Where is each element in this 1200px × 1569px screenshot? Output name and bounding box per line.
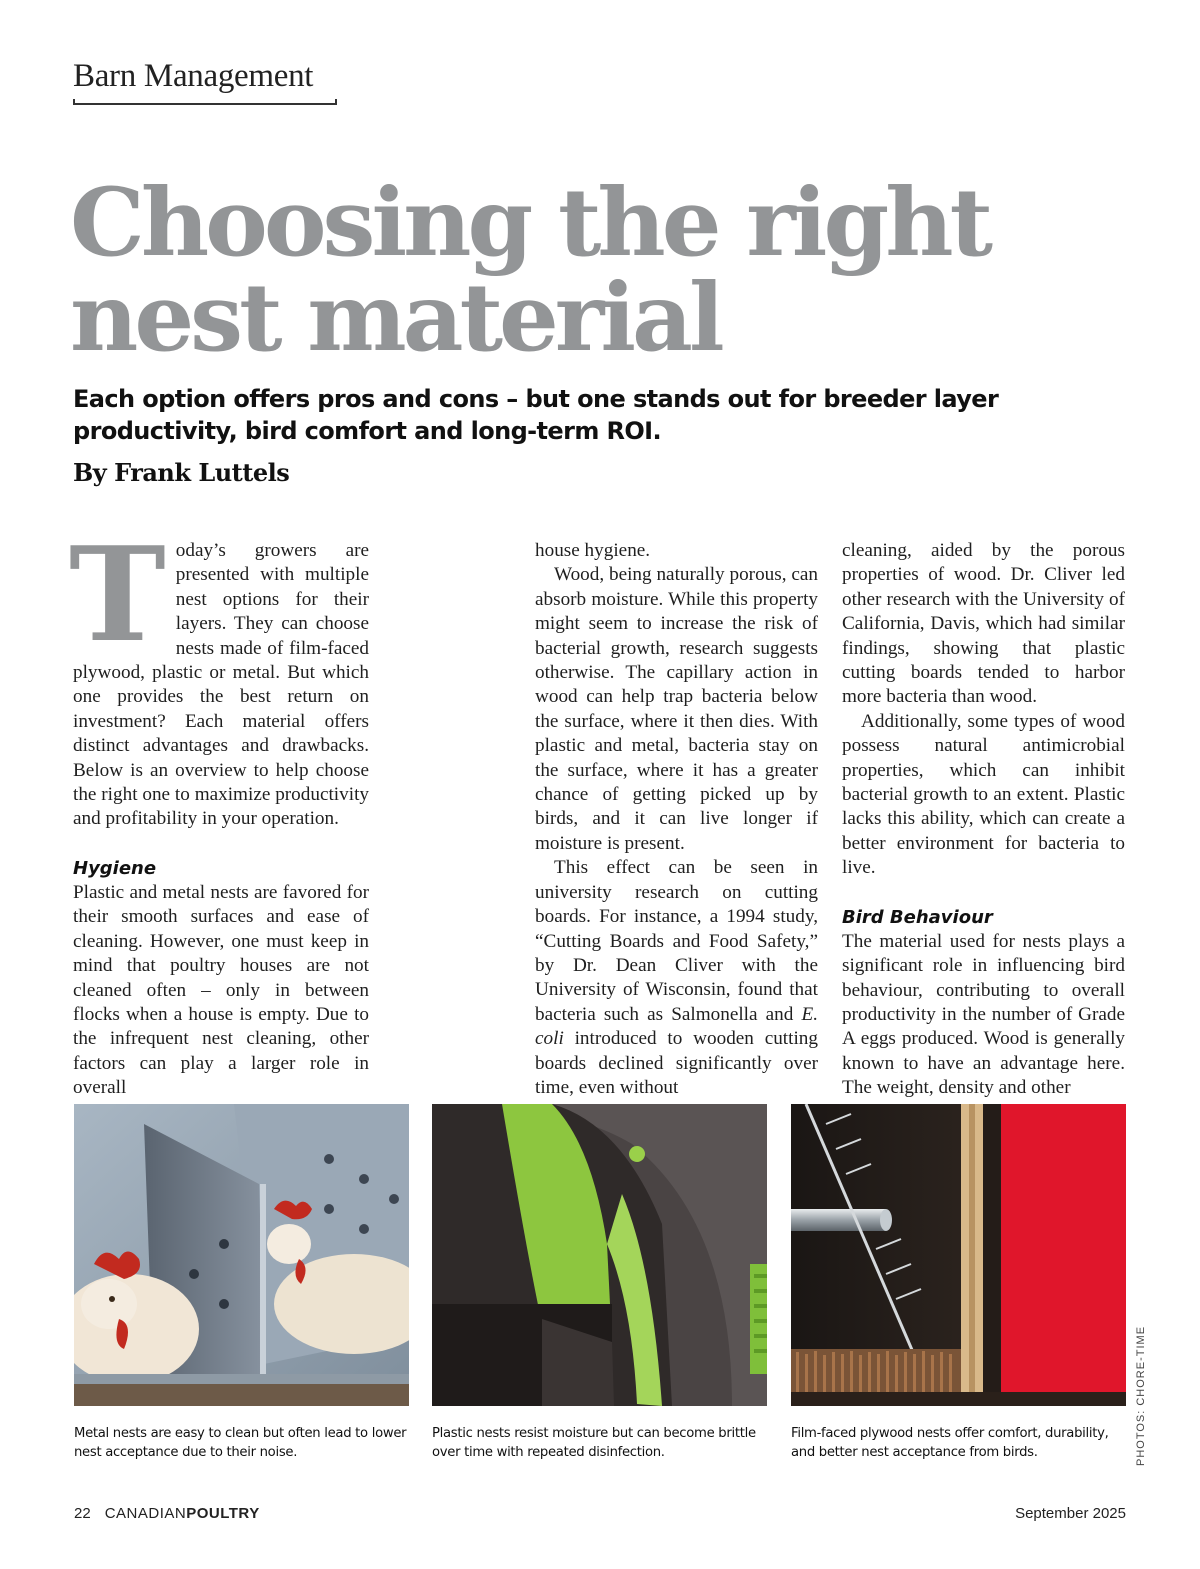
deck: Each option offers pros and cons – but one stands out for breeder layer productivity, bird comfort and long-term ROI. (73, 385, 999, 445)
subhead-hygiene: Hygiene (73, 857, 157, 879)
photo-metal-nest (74, 1104, 409, 1406)
paragraph: oday’s growers are presented with multiple nest options for their layers. They can choose nests made of film-faced plywood, plastic or metal. But which one provides the best return on investment? Each material offers distinct advantages and drawbacks. Below is an overview to help choose the right one to maximize productivity and profitability in your operation. (73, 540, 369, 830)
footer-folio (74, 1505, 260, 1522)
subhead-bird-behaviour: Bird Behaviour (842, 906, 993, 928)
photo-credit: PHOTOS: CHORE-TIME (1135, 1325, 1147, 1466)
photo-caption: Metal nests are easy to clean but often lead to lower nest acceptance due to their noise. (74, 1426, 407, 1460)
photo-plastic-nest (432, 1104, 767, 1406)
photo-plywood-nest (791, 1104, 1126, 1406)
page-number: 22 (74, 1505, 91, 1522)
paragraph: cleaning, aided by the porous properties of wood. Dr. Cliver led other research with the University of California, Davis, which had similar findings, showing that plastic cutting boards tended to harbor more bacteria than wood. (842, 540, 1125, 708)
article-column-3 (842, 539, 1125, 1101)
magazine-name: CANADIAN (104, 1505, 187, 1522)
drop-cap: T (69, 518, 166, 671)
article-column-2 (535, 539, 818, 1100)
magazine-name-bold: POULTRY (186, 1505, 260, 1522)
byline: By Frank Luttels (73, 458, 290, 487)
issue-date: September 2025 (1015, 1505, 1126, 1522)
paragraph-text: introduced to wooden cutting boards declined significantly over time, even without (535, 1028, 818, 1098)
photo-caption: Plastic nests resist moisture but can become brittle over time with repeated disinfection. (432, 1426, 756, 1460)
article-column-1 (69, 518, 369, 1101)
section-label: Barn Management (73, 58, 314, 94)
paragraph: house hygiene. (535, 540, 651, 561)
photo-caption: Film-faced plywood nests offer comfort, durability, and better nest acceptance from birds. (791, 1426, 1109, 1460)
paragraph-text: This effect can be seen in university research on cutting boards. For instance, a 1994 study, “Cutting Boards and Food Safety,” by Dr. Dean Cliver with the University of Wisconsin, found that bacteria such as Salmonella and (535, 857, 818, 1025)
paragraph: The material used for nests plays a significant role in influencing bird behaviour, contributing to overall productivity in the number of Grade A eggs produced. Wood is generally known to have an advantage here. The weight, density and other (842, 930, 1125, 1099)
paragraph: Additionally, some types of wood possess natural antimicrobial properties, which can inhibit bacterial growth to an extent. Plastic lacks this ability, which can create a better environment for bacteria to live. (842, 710, 1125, 879)
headline: Choosing the right nest material (70, 168, 989, 373)
species-name: E. coli (535, 1003, 818, 1050)
paragraph (535, 856, 818, 1100)
section-rule (73, 103, 337, 105)
paragraph: Wood, being naturally porous, can absorb moisture. While this property might seem to increase the risk of bacterial growth, research suggests otherwise. The capillary action in wood can help trap bacteria below the surface, where it then dies. With plastic and metal, bacteria stay on the surface, where it has a greater chance of getting picked up by birds, and it can live longer if moisture is present. (535, 564, 818, 854)
paragraph: Plastic and metal nests are favored for their smooth surfaces and ease of cleaning. However, one must keep in mind that poultry houses are not cleaned often – only in between flocks when a house is empty. Due to the infrequent nest cleaning, other factors can play a larger role in overall (73, 881, 369, 1099)
